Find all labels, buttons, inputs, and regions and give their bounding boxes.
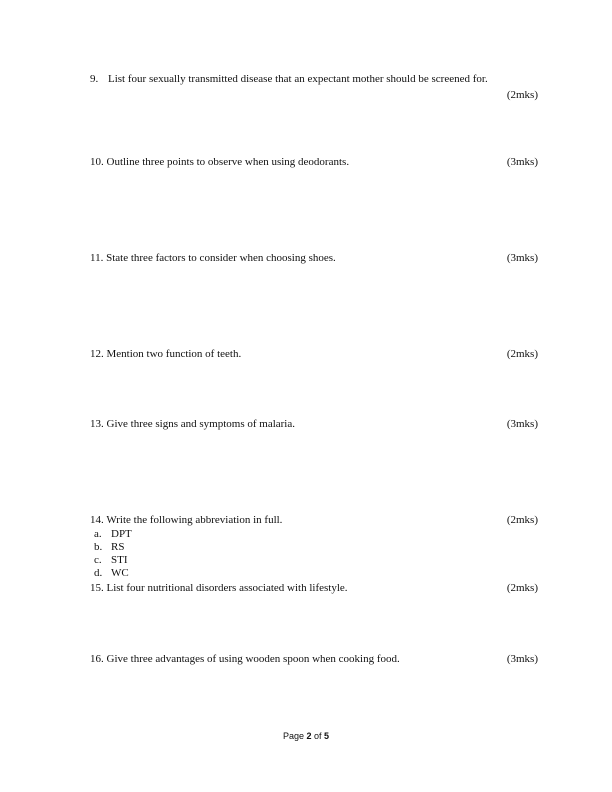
question-marks: (3mks) — [506, 252, 538, 264]
sub-item-letter: c. — [94, 554, 102, 566]
question-13 — [90, 418, 295, 431]
question-text: Give three advantages of using wooden spoon when cooking food. — [106, 653, 400, 665]
question-marks: (3mks) — [506, 653, 538, 665]
question-15 — [90, 582, 348, 595]
sub-item-letter: a. — [94, 528, 102, 540]
question-number: 14. — [90, 514, 104, 526]
question-9 — [90, 73, 488, 86]
question-marks: (2mks) — [506, 514, 538, 526]
question-11 — [90, 252, 336, 265]
footer-total-pages: 5 — [324, 731, 330, 741]
question-text: Mention two function of teeth. — [106, 348, 242, 360]
sub-item-text: STI — [111, 554, 128, 566]
question-text: State three factors to consider when choosing shoes. — [106, 252, 336, 264]
footer-page-label: Page — [282, 731, 304, 741]
question-number: 15. — [90, 582, 104, 594]
question-text: Give three signs and symptoms of malaria. — [106, 418, 295, 430]
footer-current-page: 2 — [306, 731, 312, 741]
question-text: List four nutritional disorders associated with lifestyle. — [106, 582, 348, 594]
question-marks: (2mks) — [506, 89, 538, 101]
question-text: List four sexually transmitted disease that an expectant mother should be screened for. — [108, 73, 488, 85]
sub-item-text: DPT — [111, 528, 132, 540]
footer-of: of — [314, 731, 322, 741]
question-number: 11. — [90, 252, 104, 264]
sub-item-letter: b. — [94, 541, 103, 553]
sub-item-text: RS — [111, 541, 125, 553]
question-12 — [90, 348, 241, 361]
question-number: 16. — [90, 653, 104, 665]
question-number: 12. — [90, 348, 104, 360]
question-marks: (3mks) — [506, 156, 538, 168]
page-footer — [0, 731, 612, 741]
question-number: 10. — [90, 156, 104, 168]
question-number: 9. — [90, 73, 99, 85]
sub-item — [94, 567, 129, 580]
sub-item — [94, 554, 128, 567]
question-number: 13. — [90, 418, 104, 430]
question-marks: (2mks) — [506, 582, 538, 594]
question-marks: (3mks) — [506, 418, 538, 430]
sub-item-text: WC — [111, 567, 129, 579]
question-text: Write the following abbreviation in full. — [106, 514, 283, 526]
question-10 — [90, 156, 349, 169]
sub-item — [94, 528, 132, 541]
sub-item-letter: d. — [94, 567, 103, 579]
question-16 — [90, 653, 400, 666]
sub-item — [94, 541, 124, 554]
question-text: Outline three points to observe when using deodorants. — [106, 156, 350, 168]
question-14 — [90, 514, 282, 527]
question-marks: (2mks) — [506, 348, 538, 360]
